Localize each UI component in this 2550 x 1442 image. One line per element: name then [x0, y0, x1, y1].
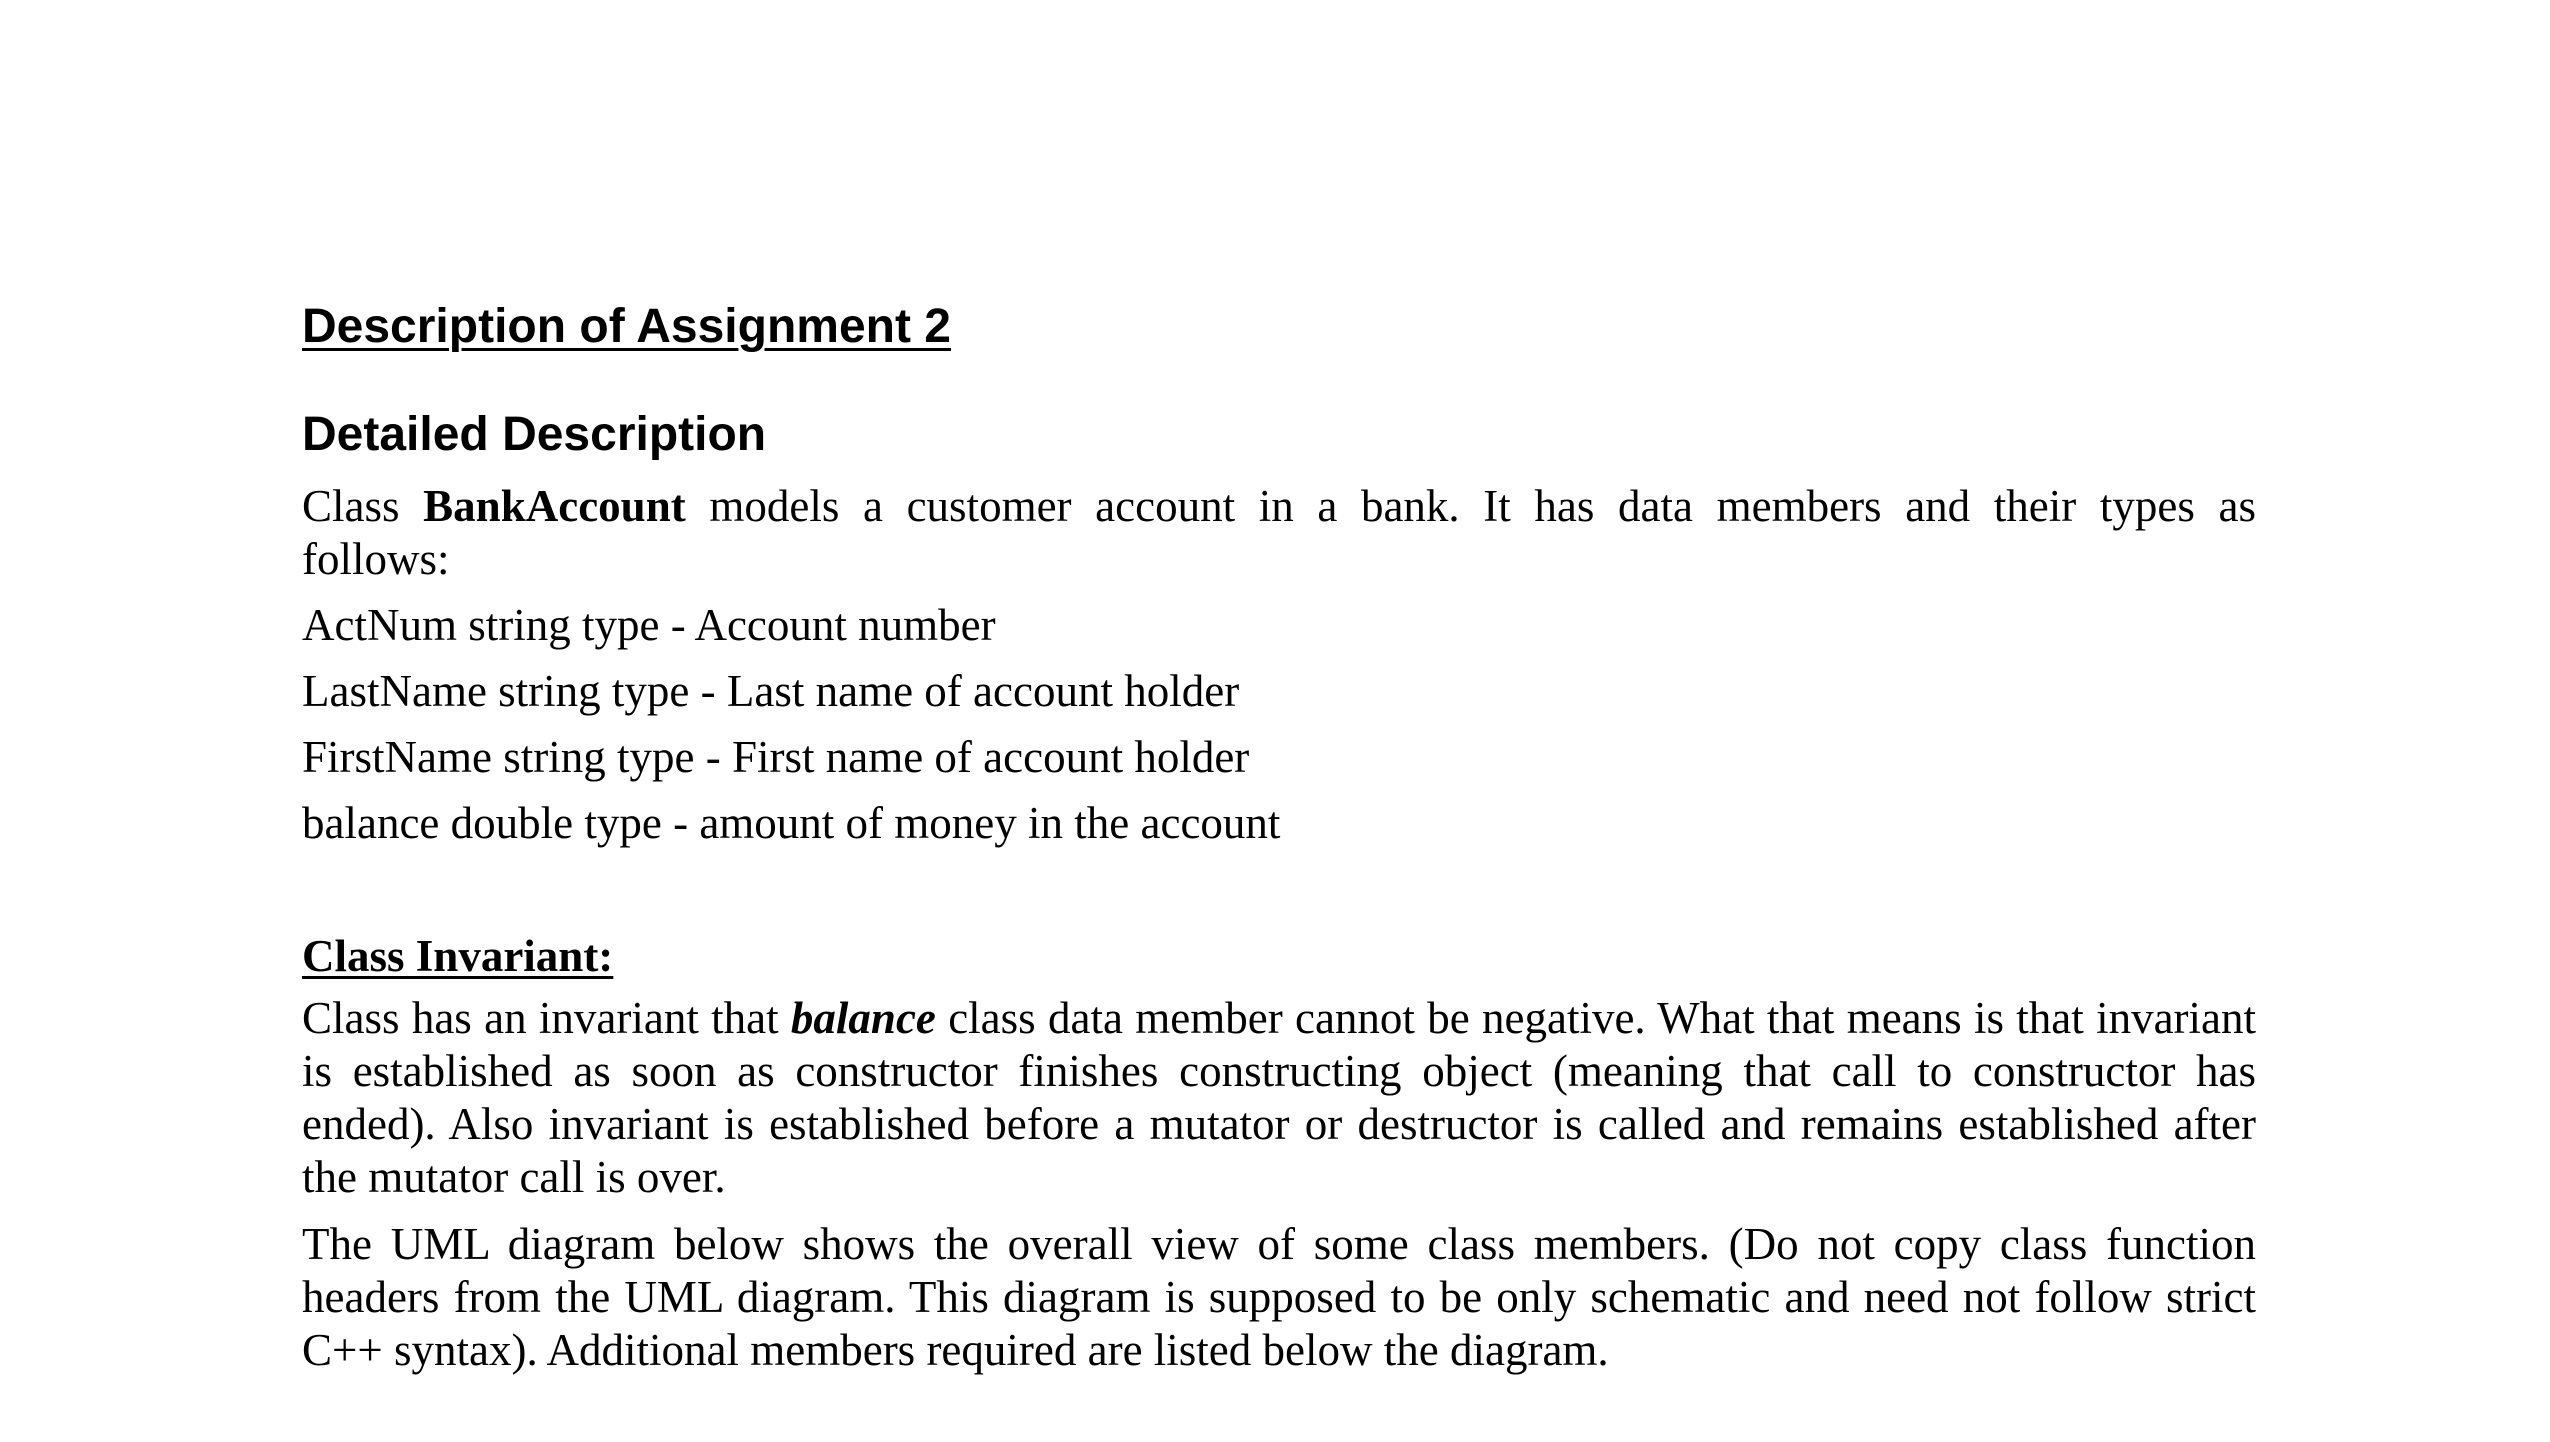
invariant-rest: class data member cannot be negative. What that means is that invariant is established as soon as constructor finishes constructing object (meaning that call to constructor has ended). Also invariant is established before a mutator or destructor is called and remains established after the mutator call is over.	[302, 993, 2257, 1202]
member-firstname: FirstName string type - First name of account holder	[302, 732, 1250, 782]
class-name: BankAccount	[423, 481, 686, 531]
uml-paragraph: The UML diagram below shows the overall view of some class members. (Do not copy class function headers from the UML diagram. This diagram is supposed to be only schematic and need not follow strict C++ syntax). Additional members required are listed below the diagram.	[302, 1219, 2256, 1375]
invariant-emphasis: balance	[790, 993, 936, 1043]
section-heading: Detailed Description	[302, 408, 767, 461]
intro-lead: Class	[302, 481, 424, 531]
invariant-lead: Class has an invariant that	[302, 993, 791, 1043]
document-title: Description of Assignment 2	[302, 300, 951, 353]
member-actnum: ActNum string type - Account number	[302, 600, 996, 650]
intro-paragraph	[302, 480, 2256, 586]
member-lastname: LastName string type - Last name of account holder	[302, 666, 1240, 716]
invariant-paragraph	[302, 992, 2256, 1204]
member-balance: balance double type - amount of money in the account	[302, 798, 1281, 848]
invariant-heading: Class Invariant:	[302, 931, 614, 981]
intro-rest: models a customer account in a bank. It has data members and their types as follows:	[302, 481, 2256, 584]
